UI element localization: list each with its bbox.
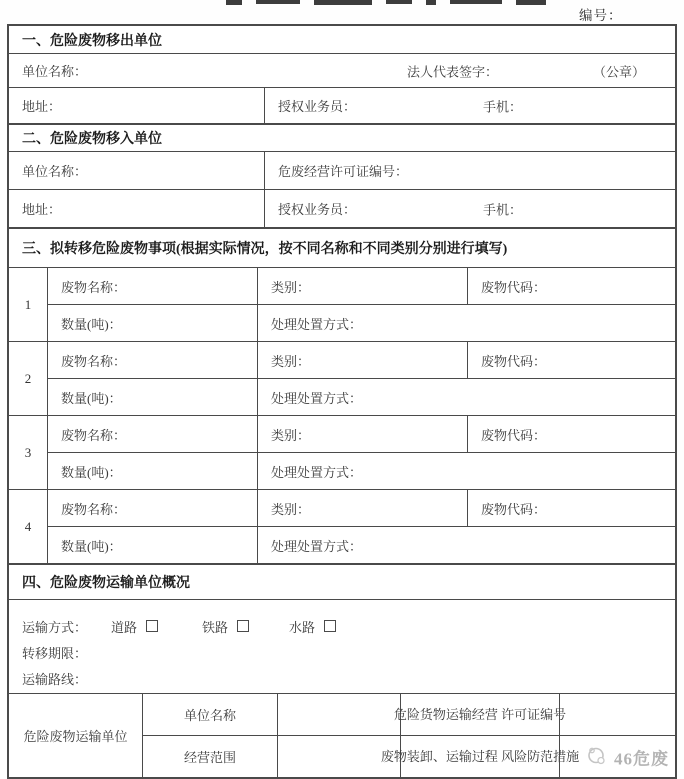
- section1-header: 一、危险废物移出单位: [22, 33, 162, 49]
- waste-code-cell[interactable]: [467, 268, 675, 304]
- section3-header: 三、拟转移危险废物事项(根据实际情况，按不同名称和不同类别分别进行填写): [9, 227, 675, 267]
- watermark-text: 46危废: [614, 749, 669, 768]
- mobile-label: 手机：: [483, 99, 523, 114]
- transport-unit-label: 危险废物运输单位: [23, 729, 128, 744]
- waste-item-group-4: [9, 489, 675, 563]
- quantity-label: 数量(吨)：: [61, 316, 122, 332]
- waste-code-label: 废物代码：: [481, 279, 547, 295]
- category-label: 类别：: [271, 353, 311, 369]
- transport-unit-table: [9, 693, 675, 777]
- category-cell[interactable]: [257, 416, 467, 452]
- unit-name-header-cell: [143, 694, 277, 735]
- hw-license-no-label: 危废经营许可证编号：: [278, 164, 409, 179]
- transfer-form-table: [7, 24, 677, 779]
- waste-name-label: 废物名称：: [61, 279, 127, 295]
- rail-checkbox[interactable]: [237, 620, 249, 632]
- transfer-period-line[interactable]: [22, 639, 662, 665]
- category-label: 类别：: [271, 279, 311, 295]
- cropped-title-fragments: [226, 0, 546, 6]
- waste-name-cell[interactable]: [48, 342, 257, 378]
- mode-water-label: 水路: [289, 619, 316, 635]
- waste-name-label: 废物名称：: [61, 353, 127, 369]
- address-label: 地址：: [22, 99, 62, 114]
- quantity-label: 数量(吨)：: [61, 390, 122, 406]
- risk-measures-label: 废物装卸、运输过程 风险防范措施: [380, 749, 580, 764]
- waste-name-label: 废物名称：: [61, 501, 127, 517]
- category-cell[interactable]: [257, 490, 467, 526]
- quantity-label: 数量(吨)：: [61, 538, 122, 554]
- quantity-cell[interactable]: [48, 305, 257, 341]
- waste-name-cell[interactable]: [48, 268, 257, 304]
- item-index: 2: [24, 370, 32, 386]
- agent-cell[interactable]: [264, 88, 675, 123]
- transport-route-line[interactable]: [22, 665, 662, 691]
- disposal-cell[interactable]: [257, 379, 675, 415]
- dg-license-value-cell[interactable]: [559, 694, 675, 735]
- unit-name-cell[interactable]: [9, 54, 675, 87]
- section4-transport-info-row: [9, 599, 675, 693]
- quantity-label: 数量(吨)：: [61, 464, 122, 480]
- authorized-agent-label: 授权业务员：: [278, 202, 357, 217]
- unit-name-label: 单位名称: [183, 708, 236, 723]
- unit-name-label: 单位名称：: [22, 64, 88, 79]
- hw-license-cell[interactable]: [264, 152, 675, 189]
- road-checkbox[interactable]: [146, 620, 158, 632]
- quantity-cell[interactable]: [48, 453, 257, 489]
- section1-unitname-row: [9, 53, 675, 87]
- waste-item-group-1: [9, 267, 675, 341]
- waste-code-label: 废物代码：: [481, 427, 547, 443]
- mode-road-label: 道路: [111, 619, 138, 635]
- dg-license-label: 危险货物运输经营 许可证编号: [393, 707, 567, 722]
- waste-code-label: 废物代码：: [481, 501, 547, 517]
- waste-code-label: 废物代码：: [481, 353, 547, 369]
- transfer-period-label: 转移期限：: [22, 645, 88, 661]
- unit-name-value-cell[interactable]: [277, 694, 400, 735]
- water-checkbox[interactable]: [324, 620, 336, 632]
- section2-address-row: [9, 189, 675, 227]
- dg-license-header-cell: [393, 694, 567, 735]
- unit-name-cell[interactable]: [9, 152, 264, 189]
- address-cell[interactable]: [9, 190, 264, 227]
- category-cell[interactable]: [257, 342, 467, 378]
- category-cell[interactable]: [257, 268, 467, 304]
- legal-rep-sign-label: 法人代表签字：: [407, 64, 499, 79]
- category-label: 类别：: [271, 427, 311, 443]
- address-label: 地址：: [22, 202, 62, 217]
- official-seal-label: （公章）: [593, 64, 646, 79]
- waste-name-label: 废物名称：: [61, 427, 127, 443]
- waste-item-group-2: [9, 341, 675, 415]
- waste-name-cell[interactable]: [48, 416, 257, 452]
- item-index: 3: [24, 444, 32, 460]
- doc-number-label: 编号：: [579, 8, 623, 23]
- section4-header: 四、危险废物运输单位概况: [9, 563, 675, 599]
- transport-route-label: 运输路线：: [22, 671, 88, 687]
- transport-mode-line: [22, 613, 662, 639]
- authorized-agent-label: 授权业务员：: [278, 99, 357, 114]
- waste-code-cell[interactable]: [467, 342, 675, 378]
- section2-unitname-row: [9, 151, 675, 189]
- disposal-label: 处理处置方式：: [271, 538, 363, 554]
- disposal-label: 处理处置方式：: [271, 316, 363, 332]
- waste-name-cell[interactable]: [48, 490, 257, 526]
- quantity-cell[interactable]: [48, 527, 257, 563]
- disposal-label: 处理处置方式：: [271, 464, 363, 480]
- item-index: 1: [24, 296, 32, 312]
- item-index: 4: [24, 518, 32, 534]
- transport-mode-label: 运输方式：: [22, 619, 88, 635]
- disposal-cell[interactable]: [257, 527, 675, 563]
- section1-address-row: [9, 87, 675, 123]
- section2-header: 二、危险废物移入单位: [9, 123, 675, 151]
- address-cell[interactable]: [9, 88, 264, 123]
- risk-measures-header-cell: [380, 736, 580, 777]
- disposal-label: 处理处置方式：: [271, 390, 363, 406]
- watermark-logo-icon: [587, 747, 609, 767]
- waste-item-group-3: [9, 415, 675, 489]
- agent-cell[interactable]: [264, 190, 675, 227]
- transport-unit-cell: [9, 694, 142, 777]
- disposal-cell[interactable]: [257, 453, 675, 489]
- watermark: [587, 744, 669, 769]
- category-label: 类别：: [271, 501, 311, 517]
- waste-code-cell[interactable]: [467, 416, 675, 452]
- mode-rail-label: 铁路: [202, 619, 229, 635]
- quantity-cell[interactable]: [48, 379, 257, 415]
- mobile-label: 手机：: [483, 202, 523, 217]
- business-scope-header-cell: [143, 736, 277, 777]
- transport-info-cell: [9, 600, 675, 693]
- disposal-cell[interactable]: [257, 305, 675, 341]
- risk-measures-value-cell[interactable]: [559, 736, 675, 777]
- business-scope-label: 经营范围: [183, 750, 236, 765]
- waste-code-cell[interactable]: [467, 490, 675, 526]
- unit-name-label: 单位名称：: [22, 164, 88, 179]
